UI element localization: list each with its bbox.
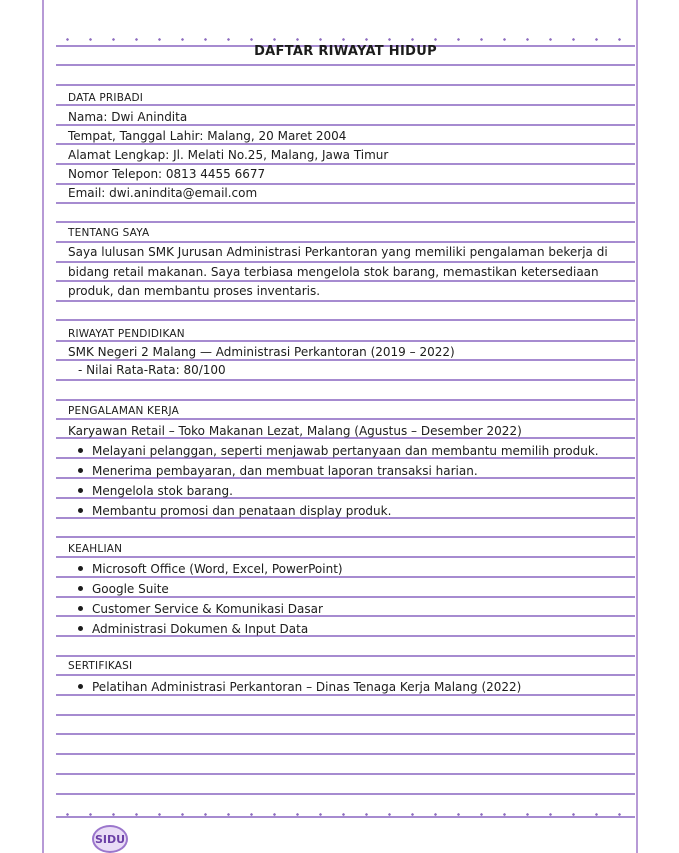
- rule-line: [56, 64, 635, 66]
- field-telepon: Nomor Telepon: 0813 4455 6677: [68, 167, 266, 181]
- field-nama: Nama: Dwi Anindita: [68, 110, 188, 124]
- bullet-icon: [78, 448, 83, 453]
- document-title: DAFTAR RIWAYAT HIDUP: [254, 44, 437, 59]
- rule-line: [56, 714, 635, 716]
- rule-line: [56, 536, 635, 538]
- bullet-icon: [78, 508, 83, 513]
- pendidikan-nilai: - Nilai Rata-Rata: 80/100: [78, 363, 226, 377]
- section-heading-sertifikasi: SERTIFIKASI: [68, 660, 133, 672]
- section-heading-pengalaman: PENGALAMAN KERJA: [68, 405, 179, 417]
- list-item-text: Google Suite: [92, 582, 169, 596]
- rule-line: [56, 163, 635, 165]
- pendidikan-sekolah: SMK Negeri 2 Malang — Administrasi Perkantoran (2019 – 2022): [68, 345, 455, 359]
- list-item-text: Menerima pembayaran, dan membuat laporan transaksi harian.: [92, 464, 478, 478]
- list-item: [78, 464, 478, 479]
- rule-line: [56, 773, 635, 775]
- list-item-text: Microsoft Office (Word, Excel, PowerPoint): [92, 562, 343, 576]
- bullet-icon: [78, 684, 83, 689]
- list-item: [78, 622, 308, 637]
- section-heading-pendidikan: RIWAYAT PENDIDIKAN: [68, 328, 185, 340]
- rule-line: [56, 379, 635, 381]
- rule-line: [56, 319, 635, 321]
- list-item: [78, 484, 233, 499]
- bullet-icon: [78, 468, 83, 473]
- rule-line: [56, 221, 635, 223]
- tentang-paragraph: Saya lulusan SMK Jurusan Administrasi Perkantoran yang memiliki pengalaman bekerja di bidang retail makanan. Saya terbiasa mengelola stok barang, memastikan ketersediaan produk, dan membantu proses inventaris.: [68, 245, 608, 298]
- rule-line: [56, 183, 635, 185]
- list-item-text: Mengelola stok barang.: [92, 484, 233, 498]
- rule-line: [56, 399, 635, 401]
- list-item-text: Customer Service & Komunikasi Dasar: [92, 602, 323, 616]
- rule-line: [56, 733, 635, 735]
- list-item: [78, 504, 391, 519]
- list-item-text: Melayani pelanggan, seperti menjawab pertanyaan dan membantu memilih produk.: [92, 444, 599, 458]
- field-ttl: Tempat, Tanggal Lahir: Malang, 20 Maret 2004: [68, 129, 347, 143]
- list-item-text: Pelatihan Administrasi Perkantoran – Dinas Tenaga Kerja Malang (2022): [92, 680, 522, 694]
- sidu-logo: SIDU: [92, 825, 128, 853]
- rule-line: [56, 793, 635, 795]
- rule-line: [56, 84, 635, 86]
- list-item-text: Administrasi Dokumen & Input Data: [92, 622, 309, 636]
- list-item: [78, 562, 343, 577]
- rule-line: [56, 753, 635, 755]
- field-alamat: Alamat Lengkap: Jl. Melati No.25, Malang, Jawa Timur: [68, 148, 389, 162]
- list-item: [78, 582, 169, 597]
- pengalaman-posisi: Karyawan Retail – Toko Makanan Lezat, Malang (Agustus – Desember 2022): [68, 424, 522, 438]
- top-dotted-rule: [56, 38, 635, 41]
- section-heading-keahlian: KEAHLIAN: [68, 543, 123, 555]
- bullet-icon: [78, 626, 83, 631]
- rule-line: [56, 556, 635, 558]
- rule-line: [56, 202, 635, 204]
- field-email: Email: dwi.anindita@email.com: [68, 186, 258, 200]
- list-item: [78, 680, 521, 695]
- list-item-text: Membantu promosi dan penataan display produk.: [92, 504, 392, 518]
- bullet-icon: [78, 606, 83, 611]
- list-item: [78, 602, 323, 617]
- bullet-icon: [78, 488, 83, 493]
- bullet-icon: [78, 586, 83, 591]
- bullet-icon: [78, 566, 83, 571]
- rule-line: [56, 816, 635, 818]
- rule-line: [56, 655, 635, 657]
- list-item: [78, 444, 599, 459]
- section-heading-tentang: TENTANG SAYA: [68, 227, 150, 239]
- section-heading-data-pribadi: DATA PRIBADI: [68, 92, 144, 104]
- rule-line: [56, 674, 635, 676]
